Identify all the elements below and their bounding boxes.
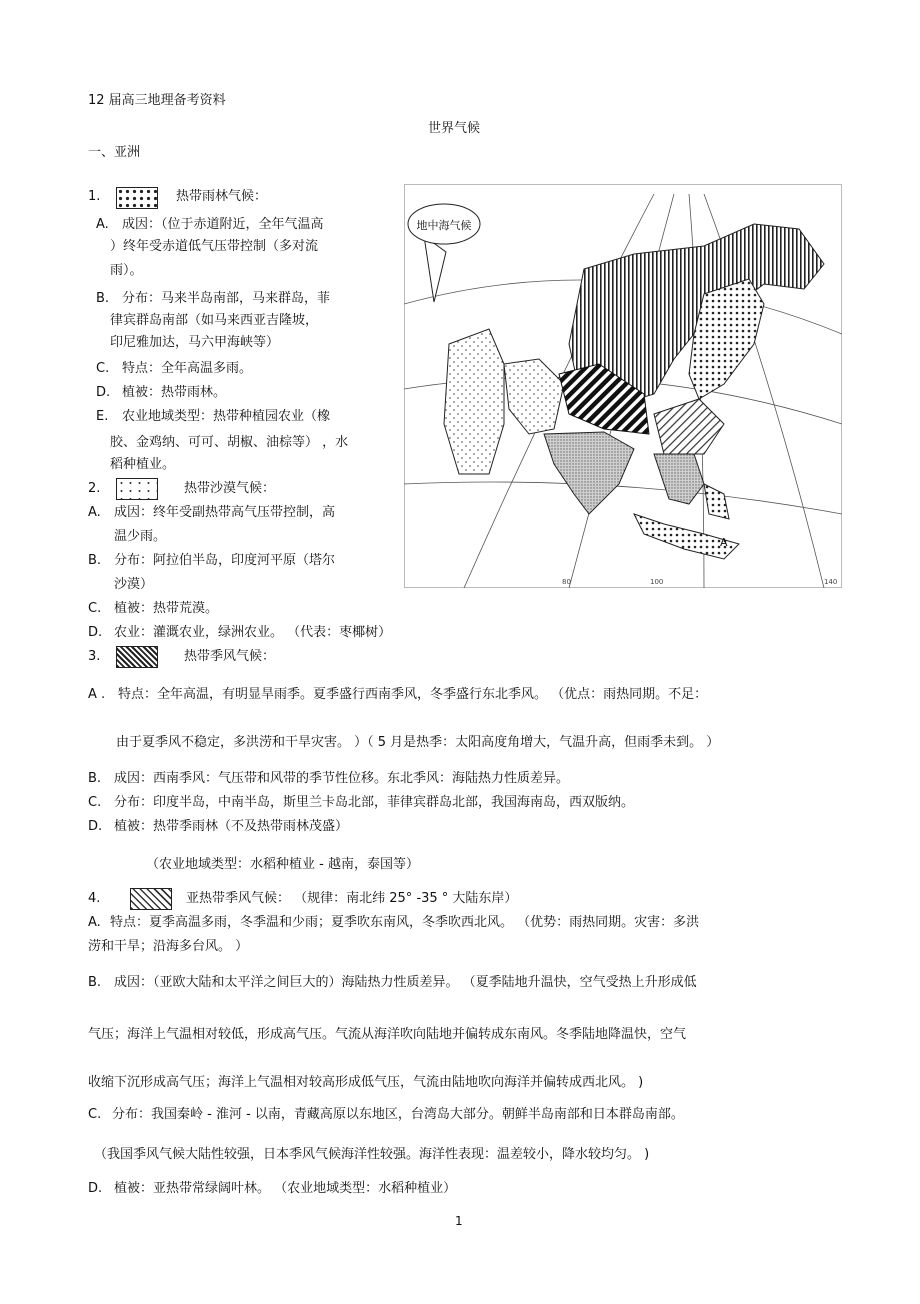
item-1-line-label: C. bbox=[96, 361, 110, 376]
item-2-line: 成因：终年受副热带高气压带控制，高 bbox=[114, 505, 336, 520]
item-4-line-label: D. bbox=[88, 1181, 103, 1196]
item-1-line: 分布：马来半岛南部，马来群岛，菲 bbox=[122, 291, 331, 306]
item-4-line: （我国季风气候大陆性较强，日本季风气候海洋性较强。海洋性表现：温差较小，降水较均匀。 ) bbox=[94, 1147, 650, 1162]
item-2-line-label: D. bbox=[88, 625, 103, 640]
item-3-line-label: B. bbox=[88, 771, 102, 786]
item-2-line-label: A. bbox=[88, 505, 101, 520]
map-tick-label: 100 bbox=[650, 578, 664, 586]
item-4-line-label: A. bbox=[88, 915, 101, 930]
item-1-line: 植被：热带雨林。 bbox=[122, 385, 227, 400]
item-1-line: ）终年受赤道低气压带控制（多对流 bbox=[110, 239, 319, 254]
item-1-line: 成因：（位于赤道附近，全年气温高 bbox=[122, 217, 324, 232]
map-tick-label: 140 bbox=[824, 578, 838, 586]
page-title: 世界气候 bbox=[428, 121, 481, 136]
item-4-line: 涝和干旱；沿海多台风。 ） bbox=[88, 939, 249, 954]
item-3-number: 3. bbox=[88, 649, 101, 664]
item-3-title: 热带季风气候： bbox=[184, 649, 276, 664]
item-4-line: 特点：夏季高温多雨，冬季温和少雨；夏季吹东南风，冬季吹西北风。 （优势：雨热同期。灾害：多洪 bbox=[110, 915, 700, 930]
item-2-number: 2. bbox=[88, 481, 101, 496]
item-1-line: 稻种植业。 bbox=[110, 457, 176, 472]
item-4-number: 4. bbox=[88, 891, 101, 906]
item-1-line: 特点：全年高温多雨。 bbox=[122, 361, 253, 376]
item-2-line: 温少雨。 bbox=[114, 529, 167, 544]
asia-climate-map bbox=[404, 184, 842, 588]
item-1-line: 农业地域类型：热带种植园农业（橡 bbox=[122, 409, 331, 424]
item-1-line-label: D. bbox=[96, 385, 111, 400]
item-2-line: 沙漠） bbox=[114, 577, 154, 592]
item-2-title: 热带沙漠气候： bbox=[184, 481, 276, 496]
item-2-line-label: B. bbox=[88, 553, 102, 568]
item-2-line: 分布：阿拉伯半岛，印度河平原（塔尔 bbox=[114, 553, 336, 568]
item-3-line: 植被：热带季雨林（不及热带雨林茂盛） bbox=[114, 819, 349, 834]
subtropical-monsoon-legend-swatch bbox=[130, 888, 172, 910]
arabia-desert-region bbox=[444, 329, 504, 474]
item-4-line-label: C. bbox=[88, 1107, 102, 1122]
item-4-line: 气压；海洋上气温相对较低，形成高气压。气流从海洋吹向陆地并偏转成东南风。冬季陆地降温快，空气 bbox=[88, 1027, 687, 1042]
item-3-line: 由于夏季风不稳定，多洪涝和干旱灾害。 ）（ 5 月是热季：太阳高度角增大，气温升高，但雨季未到。 ） bbox=[116, 735, 720, 750]
item-1-line: 印尼雅加达，马六甲海峡等） bbox=[110, 335, 280, 350]
item-4-line: 成因：（亚欧大陆和太平洋之间巨大的）海陆热力性质差异。 （夏季陆地升温快，空气受热上升形成低 bbox=[114, 975, 697, 990]
item-2-line: 农业：灌溉农业，绿洲农业。 （代表：枣椰树） bbox=[114, 625, 392, 640]
item-4-line-label: B. bbox=[88, 975, 102, 990]
tropical-monsoon-legend-swatch bbox=[116, 646, 158, 668]
item-4-line: 分布：我国秦岭 - 淮河 - 以南，青藏高原以东地区，台湾岛大部分。朝鲜半岛南部和日本群岛南部。 bbox=[112, 1107, 684, 1122]
section-heading: 一、亚洲 bbox=[88, 145, 141, 160]
item-1-line: 胶、金鸡纳、可可、胡椒、油棕等） ，水 bbox=[110, 435, 349, 450]
item-3-line: 分布：印度半岛，中南半岛，斯里兰卡岛北部，菲律宾群岛北部，我国海南岛，西双版纳。 bbox=[114, 795, 635, 810]
item-3-line: （农业地域类型：水稻种植业 - 越南，泰国等） bbox=[146, 857, 419, 872]
page-number: 1 bbox=[455, 1214, 463, 1228]
item-4-line: 收缩下沉形成高气压；海洋上气温相对较高形成低气压，气流由陆地吹向海洋并偏转成西北风。 ) bbox=[88, 1075, 644, 1090]
item-4-title: 亚热带季风气候： （规律：南北纬 25° -35 ° 大陆东岸） bbox=[186, 891, 518, 906]
map-tick-label: 80 bbox=[562, 578, 571, 586]
rainforest-legend-swatch bbox=[116, 187, 158, 209]
item-3-line-label: A . bbox=[88, 687, 106, 702]
map-svg bbox=[404, 184, 842, 588]
item-2-line-label: C. bbox=[88, 601, 102, 616]
item-2-line: 植被：热带荒漠。 bbox=[114, 601, 219, 616]
item-1-number: 1. bbox=[88, 189, 101, 204]
item-1-title: 热带雨林气候： bbox=[176, 189, 268, 204]
item-1-line: 律宾群岛南部（如马来西亚吉隆坡， bbox=[110, 313, 319, 328]
item-1-line-label: A. bbox=[96, 217, 109, 232]
doc-label: 12 届高三地理备考资料 bbox=[88, 93, 226, 108]
item-4-line: 植被：亚热带常绿阔叶林。 （农业地域类型：水稻种植业） bbox=[114, 1181, 457, 1196]
callout-text: 地中海气候 bbox=[416, 219, 472, 232]
item-1-line-label: B. bbox=[96, 291, 110, 306]
item-3-line: 成因：西南季风：气压带和风带的季节性位移。东北季风：海陆热力性质差异。 bbox=[114, 771, 570, 786]
map-letter-a: A bbox=[720, 536, 728, 549]
item-1-line: 雨）。 bbox=[110, 263, 143, 278]
item-3-line-label: C. bbox=[88, 795, 102, 810]
item-3-line: 特点：全年高温，有明显旱雨季。夏季盛行西南季风，冬季盛行东北季风。 （优点：雨热同期。不足： bbox=[118, 687, 708, 702]
item-1-line-label: E. bbox=[96, 409, 109, 424]
item-3-line-label: D. bbox=[88, 819, 103, 834]
desert-legend-swatch bbox=[116, 478, 158, 500]
